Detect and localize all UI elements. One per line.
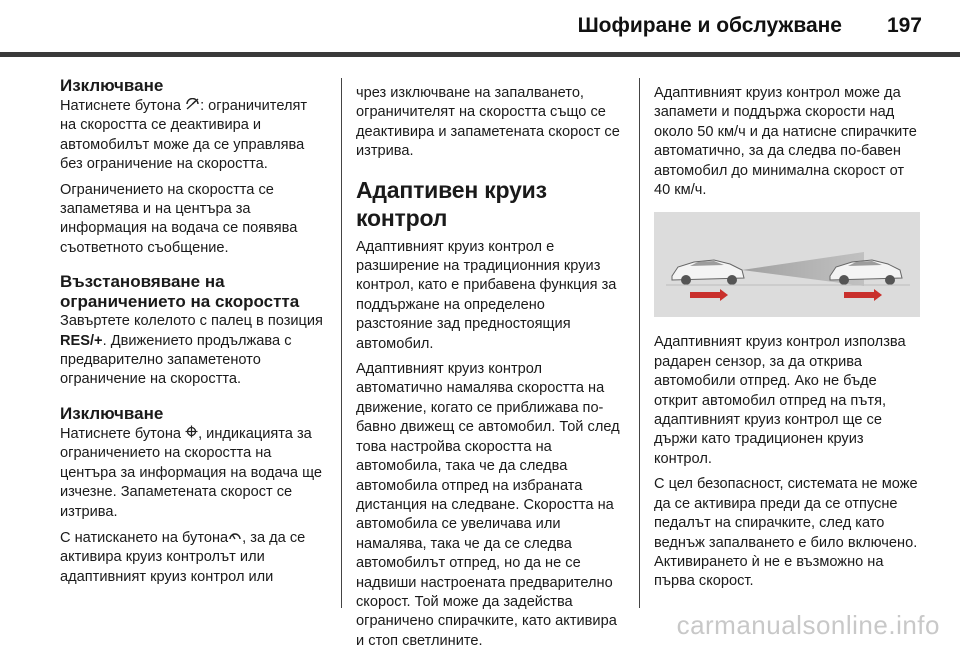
header-rule (0, 52, 960, 57)
text: Натиснете бутона (60, 98, 181, 114)
text: С натискането на бутона (60, 529, 229, 546)
paragraph-continued: чрез изключване на запалването, ограничителят на скоростта също се деактивира и запаметената скорост се изтрива. (356, 85, 620, 160)
column-3 (654, 84, 924, 598)
column-2 (356, 84, 624, 657)
paragraph-acc-3: Адаптивният круиз контрол може да запамети и поддържа скорости над около 50 км/ч и да натисне спирачките автоматично, за да следва по-бавен автомобил до минимална скорост от 40 км/ч. (654, 85, 917, 199)
radar-illustration (654, 212, 920, 317)
arrow-right-icon (690, 289, 728, 301)
radar-diagram (654, 212, 920, 317)
car-front-icon (672, 260, 744, 285)
paragraph-limit: Ограничението на скоростта се запаметява и на центъра за информация на водача се появява съответното съобщение. (60, 181, 298, 256)
page-number: 197 (886, 14, 922, 37)
text: , за да се активира круиз контролът или адаптивният круиз контрол или (60, 529, 306, 585)
arrow-right-icon (844, 289, 882, 301)
paragraph-exit-2 (60, 424, 326, 522)
res-label: RES/+ (60, 332, 103, 349)
paragraph-acc-4: Адаптивният круиз контрол използва радарен сензор, за да открива автомобили отпред. Ако не бъде открит автомобил отпред на пътя, адаптивният круиз контрол ще се държи като традиционен круиз контрол. (654, 334, 906, 467)
text: : ограничителят на скоростта се деактивира и автомобилът може да се управлява без ограничение на скоростта. (60, 98, 308, 173)
text: , индикацията за ограничението на скоростта на центъра за информация на водача ще изчезне. Запаметената скорост се изтрива. (60, 425, 323, 520)
paragraph-restore (60, 312, 326, 390)
cruise-button-icon (228, 528, 242, 547)
text: Натиснете бутона (60, 425, 181, 442)
heading-exit: Изключване (60, 76, 164, 95)
text: . Движението продължава с предварително запаметеното ограничение на скоростта. (60, 332, 292, 388)
paragraph-acc-2: Адаптивният круиз контрол автоматично намалява скоростта на движение, когато се приближава по-бавно движещ се автомобил. Той след това настройва скоростта на автомобила, така че да следва автомобила отпред на избраната дистанция на следване. Скоростта на автомобила се увеличава или намалява, така че да се следва автомобилът отпред, но да не се надвиши настроената предварително скорост. Той може да задейства ограничено спирачките, като активира и стоп светлините. (356, 361, 620, 649)
paragraph-acc-1: Адаптивният круиз контрол е разширение на традиционния круиз контрол, като е прибавена функция за поддържане на определено разстояние зад предностоящия автомобил. (356, 238, 617, 352)
limiter-button-icon (185, 96, 200, 115)
heading-restore: Възстановяване на ограничението на скоростта (60, 272, 300, 312)
paragraph-exit (60, 96, 326, 175)
text: Завъртете колелото с палец в позиция (60, 313, 323, 330)
paragraph-acc-5: С цел безопасност, системата не може да се активира преди да се отпусне педалът на спирачките, след като веднъж запалването е било включено. Активирането ѝ не е възможно на първа скорост. (654, 476, 918, 590)
page-title: Шофиране и обслужване (577, 14, 842, 37)
heading-adaptive-cruise: Адаптивен круиз контрол (356, 176, 547, 231)
column-1 (60, 76, 326, 593)
column-divider (341, 78, 342, 608)
cancel-button-icon (185, 424, 198, 443)
column-divider (639, 78, 640, 608)
page-header (0, 0, 960, 48)
heading-exit-2: Изключване (60, 403, 164, 423)
paragraph-exit-3 (60, 528, 326, 587)
watermark: carmanualsonline.info (676, 610, 940, 640)
